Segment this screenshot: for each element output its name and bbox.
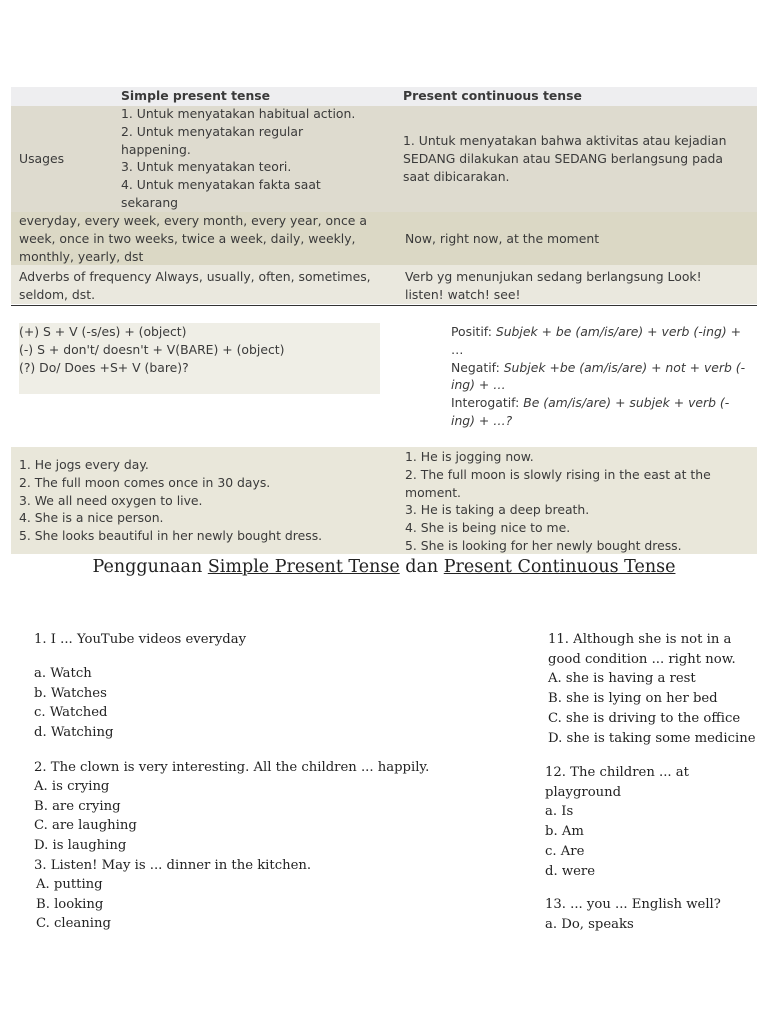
formula-line: (+) S + V (-s/es) + (object) [19,324,187,339]
example-line: 4. She is being nice to me. [405,520,571,536]
answer-option[interactable]: D. she is taking some medicine [548,730,756,746]
adverb-line: Adverbs of frequency Always, usually, often, sometimes, [19,269,371,284]
time-markers-continuous: Now, right now, at the moment [405,231,600,246]
answer-option[interactable]: b. Am [545,824,584,840]
question-13 [545,895,721,934]
formula-line: … [451,341,464,357]
answer-option[interactable]: a. Is [545,804,574,820]
answer-option[interactable]: a. Watch [34,666,92,681]
answer-option[interactable]: A. she is having a rest [548,671,696,687]
formula-continuous [451,323,745,430]
answer-option[interactable]: a. Do, speaks [545,916,634,932]
formula-question [451,394,745,412]
question-line: 13. ... you ... English well? [545,897,721,912]
formula-positive [451,323,745,341]
formula-line [451,412,745,430]
question-2-options [34,777,137,856]
caption-present-continuous: Present Continuous Tense [443,557,676,577]
formula-question-label: Interogatif: [451,395,524,411]
answer-option[interactable]: D. is laughing [34,838,127,854]
answer-option[interactable]: B. looking [36,896,104,912]
answer-option[interactable]: A. is crying [34,779,110,794]
answer-option[interactable]: b. Watches [34,685,107,701]
table-caption [0,555,768,579]
usage-line: saat dibicarakan. [403,168,510,184]
usages-label: Usages [19,151,65,166]
examples-simple [19,456,322,545]
usage-line: happening. [121,141,191,157]
question-3: 3. Listen! May is ... dinner in the kitchen. [34,858,312,873]
formula-simple [19,323,284,376]
usage-line: 2. Untuk menyatakan regular [121,123,304,139]
answer-option[interactable]: c. Watched [34,705,108,721]
question-3-options [36,875,111,934]
answer-option[interactable]: C. cleaning [36,916,111,932]
formula-negative-text: Subjek +be (am/is/are) + not + verb (- [503,359,746,375]
formula-negative-text: ing) + … [451,377,506,393]
caption-text: Penggunaan [92,557,208,577]
question-line: 12. The children ... at [545,765,689,780]
example-line: 1. He is jogging now. [405,449,534,464]
answer-option[interactable]: B. are crying [34,798,121,814]
question-1: 1. I ... YouTube videos everyday [34,632,247,647]
example-line: 3. We all need oxygen to live. [19,492,203,508]
question-line: 11. Although she is not in a [548,632,732,647]
adverbs-simple [19,268,371,304]
question-11 [548,630,756,748]
formula-positive-text: Subjek + be (am/is/are) + verb (-ing) + [495,324,741,339]
formula-positive-label: Positif: [451,324,496,339]
usage-line: 4. Untuk menyatakan fakta saat [121,177,321,193]
answer-option[interactable]: A. putting [36,877,103,892]
usage-line: SEDANG dilakukan atau SEDANG berlangsung pada [403,150,723,166]
formula-negative-label: Negatif: [451,359,504,375]
header-present-continuous: Present continuous tense [403,88,582,103]
examples-continuous [405,448,711,555]
example-line: 4. She is a nice person. [19,510,164,526]
caption-text: dan [399,557,444,577]
formula-line: (-) S + don't/ doesn't + V(BARE) + (object) [19,341,285,357]
adverb-line: seldom, dst. [19,286,96,302]
formula-line: (?) Do/ Does +S+ V (bare)? [19,359,189,375]
answer-option[interactable]: C. are laughing [34,818,137,834]
formula-question-text: Be (am/is/are) + subjek + verb (- [523,395,730,411]
example-line: 3. He is taking a deep breath. [405,502,590,518]
header-simple-present: Simple present tense [121,88,271,103]
question-12 [545,763,689,881]
answer-option[interactable]: c. Are [545,843,585,859]
adverb-line: Verb yg menunjukan sedang berlangsung Look! [405,269,702,284]
example-line: moment. [405,484,461,500]
time-marker-line: week, once in two weeks, twice a week, daily, weekly, [19,230,356,246]
answer-option[interactable]: C. she is driving to the office [548,710,741,726]
usage-line: 3. Untuk menyatakan teori. [121,159,292,175]
adverbs-continuous [405,268,702,304]
answer-option[interactable]: d. Watching [34,725,114,741]
question-line: playground [545,784,622,800]
usage-line: 1. Untuk menyatakan bahwa aktivitas atau kejadian [403,133,727,148]
question-line: good condition ... right now. [548,651,736,667]
usage-line: 1. Untuk menyatakan habitual action. [121,106,356,121]
example-line: 5. She looks beautiful in her newly bought dress. [19,528,323,544]
time-marker-line: monthly, yearly, dst [19,248,144,264]
answer-option[interactable]: d. were [545,863,596,879]
adverb-line: listen! watch! see! [405,286,521,302]
time-marker-line: everyday, every week, every month, every year, once a [19,213,367,228]
example-line: 5. She is looking for her newly bought dress. [405,537,682,553]
formula-negative [451,359,745,377]
time-markers-simple [19,212,367,265]
answer-option[interactable]: B. she is lying on her bed [548,691,718,707]
question-1-options [34,664,113,743]
table-divider [11,305,757,306]
example-line: 1. He jogs every day. [19,457,149,472]
example-line: 2. The full moon is slowly rising in the east at the [405,466,711,482]
usages-continuous [403,132,726,185]
usage-line: sekarang [121,194,179,210]
usages-simple [121,105,355,212]
example-line: 2. The full moon comes once in 30 days. [19,474,271,490]
formula-line [451,376,745,394]
caption-simple-present: Simple Present Tense [207,557,400,577]
question-2: 2. The clown is very interesting. All the children ... happily. [34,760,430,775]
formula-question-text: ing) + …? [451,412,513,428]
